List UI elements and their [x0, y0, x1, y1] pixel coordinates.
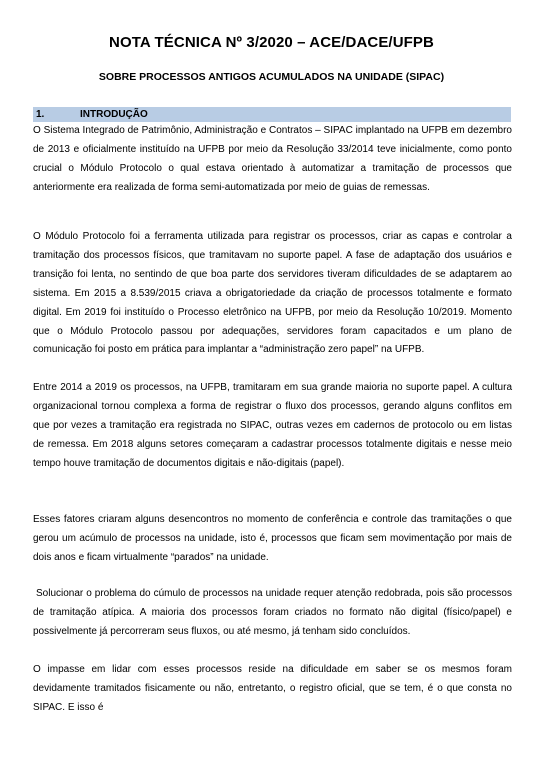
paragraph: O impasse em lidar com esses processos reside na dificuldade em saber se os mesmos foram devidamente tramitados fisicamente ou não, entretanto, o registro oficial, que se tem, é o que consta no SIPAC. E isso é	[33, 664, 512, 713]
section-number: 1.	[36, 109, 45, 120]
section-title: INTRODUÇÃO	[80, 109, 148, 120]
paragraph: Solucionar o problema do cúmulo de processos na unidade requer atenção redobrada, pois são processos de tramitação atípica. A maioria dos processos foram criados no formato não digital (físico/papel) e possivelmente já percorreram seus fluxos, ou até mesmo, já tenham sido concluídos.	[33, 588, 512, 637]
document-subtitle: SOBRE PROCESSOS ANTIGOS ACUMULADOS NA UNIDADE (SIPAC)	[98, 71, 445, 83]
paragraph: Entre 2014 a 2019 os processos, na UFPB, tramitaram em sua grande maioria no suporte papel. A cultura organizacional tornou complexa a forma de registrar o fluxo dos processos, gerando alguns conflitos em que por vezes a tramitação era registrada no SIPAC, outras vezes em cadernos de protocolo ou em listas de remessa. Em 2018 alguns setores começaram a cadastrar processos totalmente digitais e nesse meio tempo houve tramitação de documentos digitais e não-digitais (papel).	[33, 382, 512, 469]
paragraph: O Sistema Integrado de Patrimônio, Administração e Contratos – SIPAC implantado na UFPB em dezembro de 2013 e oficialmente instituído na UFPB por meio da Resolução 33/2014 teve inicialmente, como ponto crucial o Módulo Protocolo o qual estava orientado à automatizar a tramitação de processos que anteriormente era realizada de forma semi-automatizada por meio de guias de remessas.	[33, 125, 512, 193]
paragraph: Esses fatores criaram alguns desencontros no momento de conferência e controle das tramitações o que gerou um acúmulo de processos na unidade, isto é, processos que ficam sem movimentação por mais de dois anos e ficam virtualmente “parados” na unidade.	[33, 514, 512, 563]
paragraph: O Módulo Protocolo foi a ferramenta utilizada para registrar os processos, criar as capas e controlar a tramitação dos processos físicos, que tramitavam no suporte papel. A fase de adaptação dos usuários e transição foi lenta, no sentindo de que boa parte dos servidores tiveram dificuldades de se adaptarem ao sistema. Em 2015 a 8.539/2015 criava a obrigatoriedade da criação de processos totalmente e formato digital. Em 2019 foi instituído o Processo eletrônico na UFPB, por meio da Resolução 10/2019. Momento que o Módulo Protocolo passou por adequações, servidores foram capacitados e um plano de comunicação foi posto em prática para implantar a “administração zero papel” na UFPB.	[33, 231, 512, 356]
document-title: NOTA TÉCNICA Nº 3/2020 – ACE/DACE/UFPB	[109, 34, 434, 51]
